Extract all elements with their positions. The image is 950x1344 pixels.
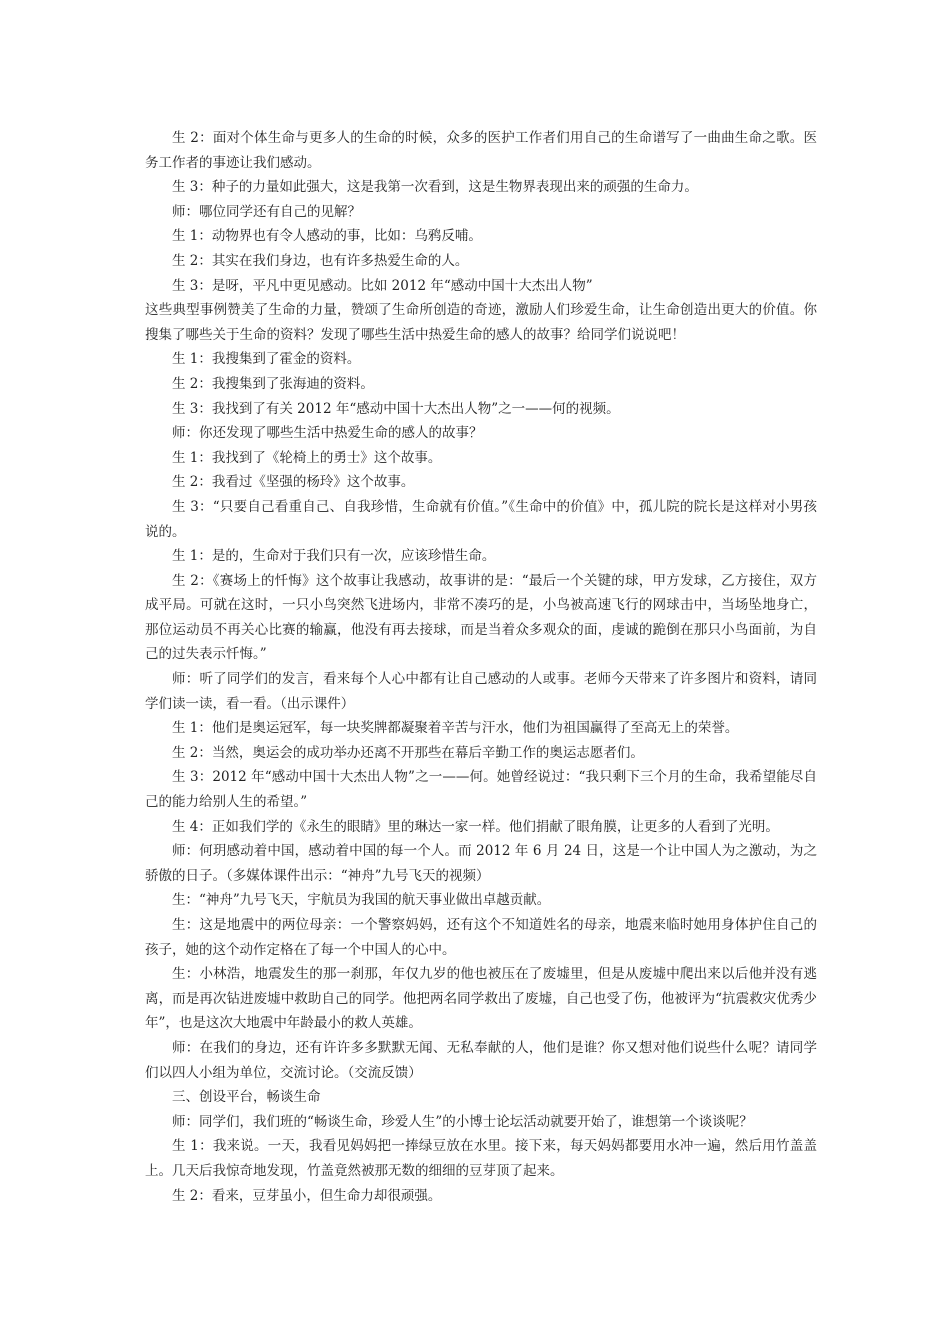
paragraph: 生：“神舟”九号飞天，宇航员为我国的航天事业做出卓越贡献。 xyxy=(172,892,551,909)
paragraph: 这些典型事例赞美了生命的力量，赞颂了生命所创造的奇迹，激励人们珍爱生命，让生命创造出更大的价值。你搜集了哪些关于生命的资料？发现了哪些生活中热爱生命的感人的故事？给同学们说说吧！ xyxy=(145,302,817,343)
paragraph: 生 1：动物界也有令人感动的事，比如：乌鸦反哺。 xyxy=(172,228,482,245)
paragraph: 生 2：看来，豆芽虽小，但生命力却很顽强。 xyxy=(172,1187,442,1204)
paragraph: 师：同学们，我们班的“畅谈生命，珍爱人生”的小博士论坛活动就要开始了，谁想第一个谈谈呢？ xyxy=(172,1113,753,1130)
paragraph: 师：在我们的身边，还有许许多多默默无闻、无私奉献的人，他们是谁？你又想对他们说些什么呢？请同学们以四人小组为单位，交流讨论。（交流反馈） xyxy=(145,1039,817,1081)
paragraph: 生：这是地震中的两位母亲：一个警察妈妈，还有这个不知道姓名的母亲，地震来临时她用身体护住自己的孩子，她的这个动作定格在了每一个中国人的心中。 xyxy=(145,917,817,958)
paragraph: 生 2：我看过《坚强的杨玲》这个故事。 xyxy=(172,474,415,491)
paragraph: 生 1：我找到了《轮椅上的勇士》这个故事。 xyxy=(172,449,442,466)
paragraph: 生 2：《赛场上的忏悔》这个故事让我感动，故事讲的是：“最后一个关键的球，甲方发球，乙方接住，双方成平局。可就在这时，一只小鸟突然飞进场内，非常不凑巧的是，小鸟被高速飞行的网球击中，当场坠地身亡，那位运动员不再关心比赛的输赢，他没有再去接球，而是当着众多观众的面，虔诚的跪倒在那只小鸟面前，为自己的过失表示忏悔。” xyxy=(145,572,817,663)
paragraph: 生 3：我找到了有关 2012 年“感动中国十大杰出人物”之一——何的视频。 xyxy=(172,400,620,417)
paragraph: 生 2：其实在我们身边，也有许多热爱生命的人。 xyxy=(172,252,469,269)
paragraph: 生：小林浩，地震发生的那一刹那，年仅九岁的他也被压在了废墟里，但是从废墟中爬出来以后他并没有逃离，而是再次钻进废墟中救助自己的同学。他把两名同学救出了废墟，自己也受了伤，他被评为“抗震救灾优秀少年”，也是这次大地震中年龄最小的救人英雄。 xyxy=(145,966,817,1032)
paragraph: 生 2：我搜集到了张海迪的资料。 xyxy=(172,375,374,392)
paragraph: 生 3：2012 年“感动中国十大杰出人物”之一——何。她曾经说过：“我只剩下三个月的生命，我希望能尽自己的能力给别人生的希望。” xyxy=(145,769,817,811)
document-body xyxy=(145,126,817,1208)
paragraph: 生 2：当然，奥运会的成功举办还离不开那些在幕后辛勤工作的奥运志愿者们。 xyxy=(172,744,644,761)
paragraph: 生 3：“只要自己看重自己、自我珍惜，生命就有价值。”《生命中的价值》中，孤儿院的院长是这样对小男孩说的。 xyxy=(145,498,817,540)
paragraph: 师：何玥感动着中国，感动着中国的每一个人。而 2012 年 6 月 24 日，这是一个让中国人为之激动，为之骄傲的日子。（多媒体课件出示：“神舟”九号飞天的视频） xyxy=(145,843,817,884)
paragraph: 生 3：是呀，平凡中更见感动。比如 2012 年“感动中国十大杰出人物” xyxy=(172,277,593,294)
paragraph: 师：听了同学们的发言，看来每个人心中都有让自己感动的人或事。老师今天带来了许多图片和资料，请同学们读一读，看一看。（出示课件） xyxy=(145,671,817,712)
paragraph: 生 1：我来说。一天，我看见妈妈把一捧绿豆放在水里。接下来，每天妈妈都要用水冲一遍，然后用竹盖盖上。几天后我惊奇地发现，竹盖竟然被那无数的细细的豆芽顶了起来。 xyxy=(145,1138,817,1179)
paragraph: 生 1：他们是奥运冠军，每一块奖牌都凝聚着辛苦与汗水，他们为祖国赢得了至高无上的荣誉。 xyxy=(172,720,739,737)
paragraph: 生 2：面对个体生命与更多人的生命的时候，众多的医护工作者们用自己的生命谱写了一曲曲生命之歌。医务工作者的事迹让我们感动。 xyxy=(145,130,817,171)
paragraph: 生 1：是的，生命对于我们只有一次，应该珍惜生命。 xyxy=(172,548,496,565)
paragraph: 生 1：我搜集到了霍金的资料。 xyxy=(172,351,361,368)
paragraph: 生 3：种子的力量如此强大，这是我第一次看到，这是生物界表现出来的顽强的生命力。 xyxy=(172,179,698,196)
paragraph: 师：哪位同学还有自己的见解？ xyxy=(172,203,361,220)
paragraph: 生 4：正如我们学的《永生的眼睛》里的琳达一家一样。他们捐献了眼角膜，让更多的人看到了光明。 xyxy=(172,818,779,835)
paragraph: 师：你还发现了哪些生活中热爱生命的感人的故事？ xyxy=(172,425,483,442)
paragraph: 三、创设平台，畅谈生命 xyxy=(172,1089,321,1106)
